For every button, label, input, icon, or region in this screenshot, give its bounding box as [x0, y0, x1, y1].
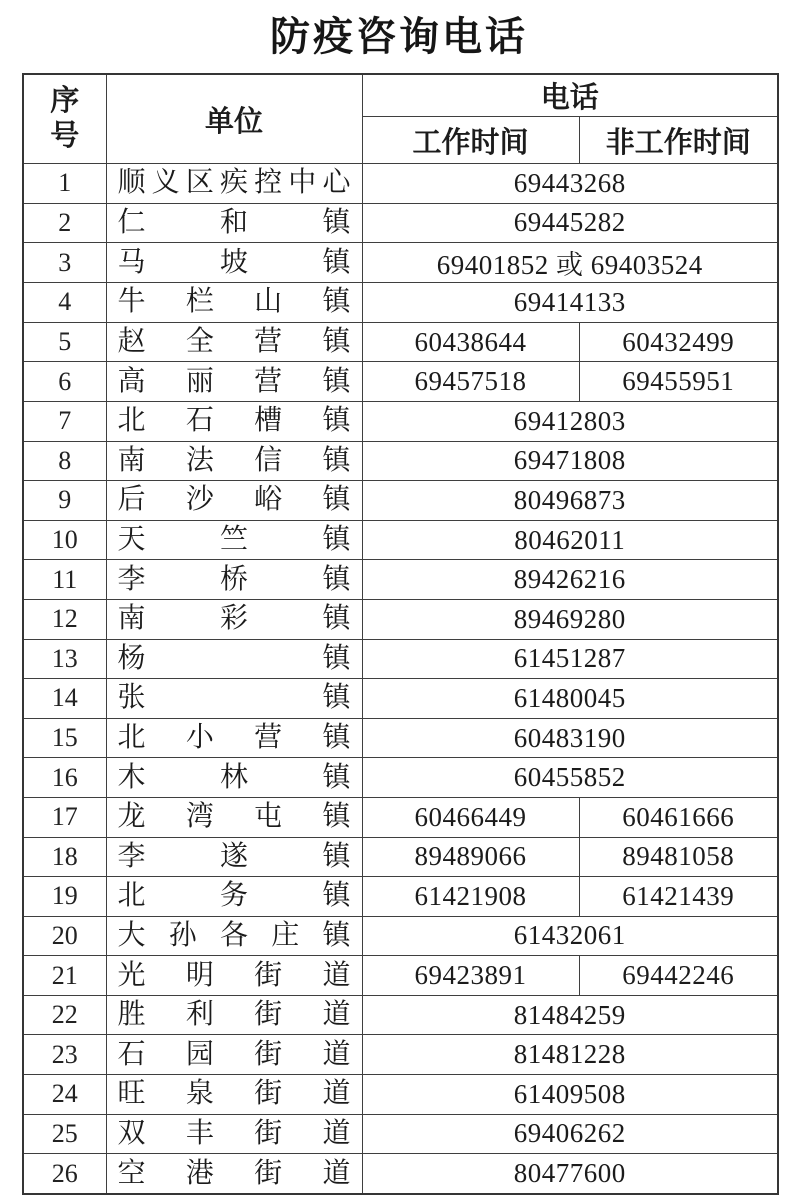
- unit-char: 镇: [322, 682, 351, 714]
- unit-char: 镇: [322, 919, 351, 951]
- table-body: [23, 164, 778, 1194]
- unit-char: 山: [254, 286, 283, 318]
- table-row: [23, 560, 778, 600]
- unit-name: [107, 486, 362, 514]
- row-number-cell: 4: [23, 283, 106, 323]
- row-number-cell: 1: [23, 164, 106, 204]
- unit-char: 丽: [185, 365, 214, 397]
- unit-cell: [106, 1035, 362, 1075]
- unit-char: 务: [219, 880, 248, 912]
- phone-cell-all-hours: 61451287: [362, 639, 778, 679]
- unit-char: 南: [117, 444, 146, 476]
- unit-cell: [106, 1075, 362, 1115]
- phone-cell-nonwork-hours: 89481058: [579, 837, 778, 877]
- table-row: [23, 1154, 778, 1194]
- table-row: [23, 520, 778, 560]
- phone-cell-all-hours: 61432061: [362, 916, 778, 956]
- table-row: [23, 401, 778, 441]
- header-work-hours-label: 工作时间: [412, 126, 529, 159]
- row-number-cell: 20: [23, 916, 106, 956]
- unit-cell: [106, 520, 362, 560]
- unit-char: 道: [322, 1157, 351, 1189]
- phone-cell-work-hours: 69457518: [362, 362, 579, 402]
- table-header: [23, 74, 778, 164]
- unit-char: 镇: [322, 365, 351, 397]
- unit-char: 双: [117, 1117, 146, 1149]
- unit-name: [107, 919, 362, 951]
- row-number-cell: 21: [23, 956, 106, 996]
- unit-cell: [106, 679, 362, 719]
- phone-cell-work-hours: 60466449: [362, 797, 579, 837]
- header-no: [23, 74, 106, 164]
- phone-cell-work-hours: 89489066: [362, 837, 579, 877]
- unit-char: 镇: [322, 484, 351, 516]
- unit-name: [107, 526, 362, 554]
- header-unit-label: 单位: [204, 105, 263, 138]
- phone-cell-work-hours: 69423891: [362, 956, 579, 996]
- table-row: [23, 599, 778, 639]
- unit-char: 营: [254, 326, 283, 358]
- table-row: [23, 639, 778, 679]
- phone-cell-nonwork-hours: 60432499: [579, 322, 778, 362]
- unit-cell: [106, 401, 362, 441]
- unit-name: [107, 724, 362, 752]
- unit-char: 义: [151, 167, 180, 199]
- unit-char: 栏: [185, 286, 214, 318]
- unit-cell: [106, 203, 362, 243]
- unit-char: 湾: [185, 801, 214, 833]
- phone-cell-all-hours: 89426216: [362, 560, 778, 600]
- unit-char: 后: [117, 484, 146, 516]
- unit-char: 街: [254, 999, 283, 1031]
- unit-cell: [106, 797, 362, 837]
- table-row: [23, 362, 778, 402]
- unit-char: 庄: [271, 919, 300, 951]
- row-number-cell: 17: [23, 797, 106, 837]
- unit-name: [107, 1001, 362, 1029]
- unit-char: 天: [117, 524, 146, 556]
- phone-cell-all-hours: 61409508: [362, 1075, 778, 1115]
- phone-cell-nonwork-hours: 60461666: [579, 797, 778, 837]
- unit-char: 街: [254, 1157, 283, 1189]
- header-no-label: 序号: [50, 85, 80, 152]
- phone-cell-all-hours: 61480045: [362, 679, 778, 719]
- table-row: [23, 837, 778, 877]
- table-row: [23, 1075, 778, 1115]
- table-row: [23, 203, 778, 243]
- unit-char: 道: [322, 959, 351, 991]
- unit-char: 屯: [254, 801, 283, 833]
- unit-char: 各: [219, 919, 248, 951]
- unit-char: 心: [322, 167, 351, 199]
- unit-char: 镇: [322, 286, 351, 318]
- unit-cell: [106, 995, 362, 1035]
- table-row: [23, 679, 778, 719]
- header-nonwork-hours-label: 非工作时间: [605, 126, 751, 159]
- unit-cell: [106, 322, 362, 362]
- unit-name: [107, 444, 362, 476]
- phone-cell-all-hours: 69443268: [362, 164, 778, 204]
- row-number-cell: 6: [23, 362, 106, 402]
- unit-cell: [106, 283, 362, 323]
- unit-char: 道: [322, 1117, 351, 1149]
- unit-char: 遂: [219, 840, 248, 872]
- unit-char: 小: [185, 722, 214, 754]
- unit-char: 镇: [322, 246, 351, 278]
- row-number-cell: 23: [23, 1035, 106, 1075]
- unit-char: 石: [185, 405, 214, 437]
- unit-cell: [106, 758, 362, 798]
- table-row: [23, 441, 778, 481]
- unit-char: 中: [288, 167, 317, 199]
- unit-char: 桥: [219, 563, 248, 595]
- phone-cell-work-hours: 61421908: [362, 877, 579, 917]
- unit-char: 镇: [322, 444, 351, 476]
- unit-name: [107, 882, 362, 910]
- unit-name: [107, 959, 362, 991]
- unit-name: [107, 642, 362, 674]
- unit-char: 石: [117, 1038, 146, 1070]
- row-number-cell: 5: [23, 322, 106, 362]
- unit-name: [107, 169, 362, 197]
- unit-cell: [106, 956, 362, 996]
- table-row: [23, 243, 778, 283]
- unit-char: 镇: [322, 722, 351, 754]
- unit-char: 利: [185, 999, 214, 1031]
- unit-char: 杨: [117, 642, 146, 674]
- unit-name: [107, 563, 362, 595]
- unit-name: [107, 206, 362, 238]
- unit-char: 张: [117, 682, 146, 714]
- phone-directory-table: [22, 73, 779, 1195]
- unit-char: 光: [117, 959, 146, 991]
- row-number-cell: 15: [23, 718, 106, 758]
- table-row: [23, 1114, 778, 1154]
- unit-cell: [106, 916, 362, 956]
- table-row: [23, 1035, 778, 1075]
- table-row: [23, 164, 778, 204]
- table-row: [23, 718, 778, 758]
- unit-char: 镇: [322, 603, 351, 635]
- unit-char: 全: [185, 326, 214, 358]
- unit-cell: [106, 441, 362, 481]
- table-row: [23, 956, 778, 996]
- header-phone: [362, 74, 778, 117]
- row-number-cell: 9: [23, 481, 106, 521]
- table-row: [23, 916, 778, 956]
- unit-cell: [106, 481, 362, 521]
- unit-char: 竺: [219, 524, 248, 556]
- phone-cell-all-hours: 69471808: [362, 441, 778, 481]
- row-number-cell: 8: [23, 441, 106, 481]
- phone-cell-all-hours: 89469280: [362, 599, 778, 639]
- unit-char: 仁: [117, 206, 146, 238]
- unit-char: 彩: [219, 603, 248, 635]
- unit-name: [107, 1038, 362, 1070]
- table-row: [23, 995, 778, 1035]
- unit-char: 龙: [117, 801, 146, 833]
- unit-char: 明: [185, 959, 214, 991]
- unit-char: 北: [117, 405, 146, 437]
- unit-char: 道: [322, 1038, 351, 1070]
- table-row: [23, 877, 778, 917]
- unit-char: 北: [117, 880, 146, 912]
- row-number-cell: 10: [23, 520, 106, 560]
- row-number-cell: 19: [23, 877, 106, 917]
- phone-cell-all-hours: 80462011: [362, 520, 778, 560]
- unit-name: [107, 1080, 362, 1108]
- unit-char: 镇: [322, 642, 351, 674]
- table-row: [23, 283, 778, 323]
- unit-cell: [106, 718, 362, 758]
- unit-cell: [106, 1154, 362, 1194]
- row-number-cell: 16: [23, 758, 106, 798]
- header-phone-label: 电话: [540, 82, 599, 114]
- unit-char: 园: [185, 1038, 214, 1070]
- unit-cell: [106, 639, 362, 679]
- unit-char: 控: [254, 167, 283, 199]
- unit-char: 街: [254, 1078, 283, 1110]
- table-row: [23, 797, 778, 837]
- unit-char: 疾: [219, 167, 248, 199]
- phone-cell-all-hours: 69406262: [362, 1114, 778, 1154]
- unit-cell: [106, 362, 362, 402]
- unit-cell: [106, 877, 362, 917]
- unit-char: 道: [322, 1078, 351, 1110]
- unit-char: 信: [254, 444, 283, 476]
- unit-char: 街: [254, 959, 283, 991]
- phone-cell-all-hours: 81481228: [362, 1035, 778, 1075]
- unit-char: 道: [322, 999, 351, 1031]
- unit-char: 马: [117, 246, 146, 278]
- unit-name: [107, 328, 362, 356]
- unit-char: 镇: [322, 801, 351, 833]
- unit-char: 大: [117, 919, 146, 951]
- unit-name: [107, 1117, 362, 1149]
- unit-char: 镇: [322, 761, 351, 793]
- unit-name: [107, 1157, 362, 1189]
- unit-name: [107, 407, 362, 435]
- unit-cell: [106, 164, 362, 204]
- unit-char: 胜: [117, 999, 146, 1031]
- unit-char: 泉: [185, 1078, 214, 1110]
- unit-char: 丰: [185, 1117, 214, 1149]
- unit-char: 镇: [322, 206, 351, 238]
- unit-char: 营: [254, 722, 283, 754]
- unit-char: 镇: [322, 563, 351, 595]
- phone-cell-work-hours: 60438644: [362, 322, 579, 362]
- page-title: 防疫咨询电话: [270, 15, 528, 59]
- unit-cell: [106, 599, 362, 639]
- header-unit: [106, 74, 362, 164]
- unit-name: [107, 246, 362, 278]
- unit-name: [107, 684, 362, 712]
- unit-char: 木: [117, 761, 146, 793]
- unit-cell: [106, 243, 362, 283]
- phone-cell-all-hours: 69412803: [362, 401, 778, 441]
- header-row-top: [23, 74, 778, 117]
- table-row: [23, 758, 778, 798]
- unit-char: 孙: [168, 919, 197, 951]
- unit-char: 营: [254, 365, 283, 397]
- unit-char: 镇: [322, 880, 351, 912]
- phone-cell-nonwork-hours: 69442246: [579, 956, 778, 996]
- unit-char: 南: [117, 603, 146, 635]
- unit-char: 坡: [219, 246, 248, 278]
- unit-char: 镇: [322, 326, 351, 358]
- phone-cell-nonwork-hours: 61421439: [579, 877, 778, 917]
- row-number-cell: 26: [23, 1154, 106, 1194]
- unit-char: 街: [254, 1038, 283, 1070]
- row-number-cell: 2: [23, 203, 106, 243]
- unit-char: 镇: [322, 405, 351, 437]
- unit-char: 和: [219, 206, 248, 238]
- unit-cell: [106, 560, 362, 600]
- phone-cell-all-hours: 69401852 或 69403524: [362, 243, 778, 283]
- unit-char: 峪: [254, 484, 283, 516]
- unit-cell: [106, 1114, 362, 1154]
- unit-char: 区: [185, 167, 214, 199]
- unit-char: 法: [185, 444, 214, 476]
- unit-char: 空: [117, 1157, 146, 1189]
- unit-char: 牛: [117, 286, 146, 318]
- unit-char: 李: [117, 840, 146, 872]
- unit-char: 镇: [322, 524, 351, 556]
- unit-char: 赵: [117, 326, 146, 358]
- unit-char: 顺: [117, 167, 146, 199]
- table-row: [23, 481, 778, 521]
- unit-char: 旺: [117, 1078, 146, 1110]
- unit-cell: [106, 837, 362, 877]
- row-number-cell: 22: [23, 995, 106, 1035]
- unit-char: 镇: [322, 840, 351, 872]
- phone-cell-all-hours: 69414133: [362, 283, 778, 323]
- phone-cell-all-hours: 69445282: [362, 203, 778, 243]
- unit-name: [107, 605, 362, 633]
- header-nonwork-hours: [579, 117, 778, 164]
- row-number-cell: 11: [23, 560, 106, 600]
- unit-char: 街: [254, 1117, 283, 1149]
- phone-cell-all-hours: 81484259: [362, 995, 778, 1035]
- unit-name: [107, 365, 362, 397]
- phone-cell-all-hours: 60483190: [362, 718, 778, 758]
- phone-cell-nonwork-hours: 69455951: [579, 362, 778, 402]
- unit-char: 北: [117, 722, 146, 754]
- phone-cell-all-hours: 80496873: [362, 481, 778, 521]
- unit-char: 沙: [185, 484, 214, 516]
- phone-cell-all-hours: 80477600: [362, 1154, 778, 1194]
- row-number-cell: 14: [23, 679, 106, 719]
- row-number-cell: 24: [23, 1075, 106, 1115]
- row-number-cell: 25: [23, 1114, 106, 1154]
- unit-char: 高: [117, 365, 146, 397]
- unit-char: 李: [117, 563, 146, 595]
- row-number-cell: 13: [23, 639, 106, 679]
- row-number-cell: 3: [23, 243, 106, 283]
- unit-name: [107, 803, 362, 831]
- unit-name: [107, 288, 362, 316]
- row-number-cell: 12: [23, 599, 106, 639]
- unit-char: 港: [185, 1157, 214, 1189]
- unit-char: 林: [219, 761, 248, 793]
- row-number-cell: 18: [23, 837, 106, 877]
- table-row: [23, 322, 778, 362]
- unit-name: [107, 840, 362, 872]
- row-number-cell: 7: [23, 401, 106, 441]
- phone-cell-all-hours: 60455852: [362, 758, 778, 798]
- header-work-hours: [362, 117, 579, 164]
- unit-name: [107, 761, 362, 793]
- unit-char: 槽: [254, 405, 283, 437]
